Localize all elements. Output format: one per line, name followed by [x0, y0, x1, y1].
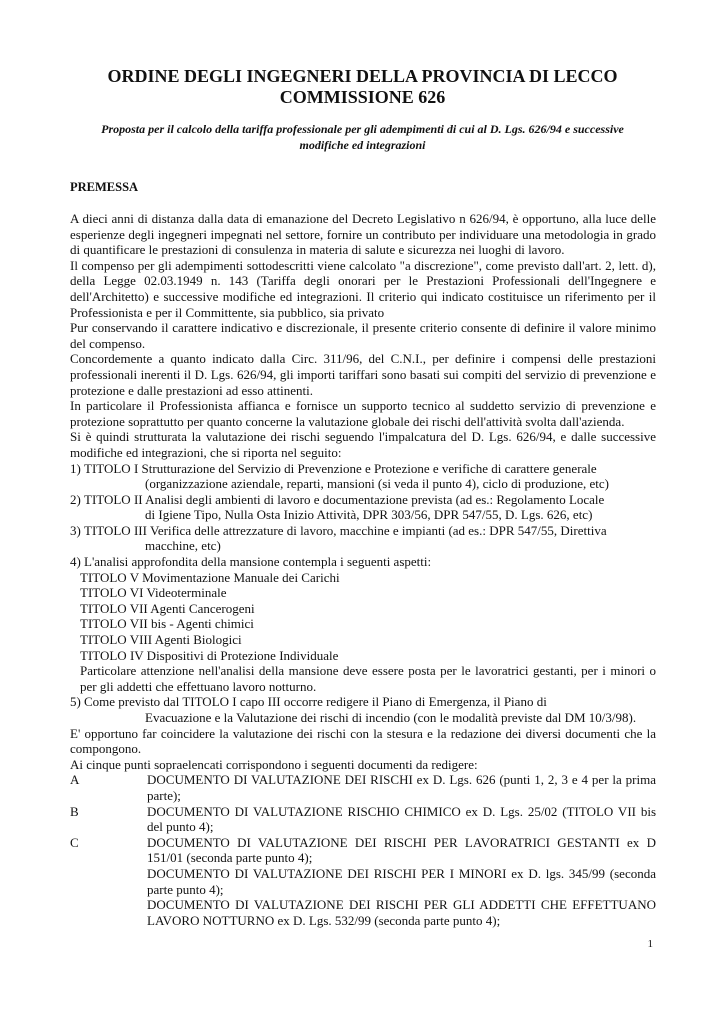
titolo-item: TITOLO VI Videoterminale [80, 585, 227, 601]
paragraph: Il compenso per gli adempimenti sottodescritti viene calcolato "a discrezione", come previsto dall'art. 2, lett. d), della Legge 02.03.1949 n. 143 (Tariffa degli onorari per le Prestazioni Professionali dell'Ingegnere e dell'Architetto) e successive modifiche ed integrazioni. Il criterio qui indicato costituisce un riferimento per il Professionista e per il Committente, sia pubblico, sia privato [70, 257, 656, 320]
section-heading: PREMESSA [70, 180, 139, 194]
paragraph: In particolare il Professionista affianca e fornisce un supporto tecnico al suddetto servizio di prevenzione e protezione soprattutto per quanto concerne la valutazione globale dei rischi dell'attività svolta dall'azienda. [70, 398, 656, 429]
document-subtitle: Proposta per il calcolo della tariffa professionale per gli adempimenti di cui al D. Lgs. 626/94 e successive modifiche ed integrazioni [101, 122, 624, 152]
titolo-item: TITOLO IV Dispositivi di Protezione Individuale [80, 647, 339, 663]
paragraph: E' opportuno far coincidere la valutazione dei rischi con la stesura e la redazione dei diversi documenti che la compongono. [70, 725, 656, 757]
titolo-item: TITOLO VII bis - Agenti chimici [80, 616, 254, 632]
document-text: DOCUMENTO DI VALUTAZIONE DEI RISCHI PER LAVORATRICI GESTANTI ex D 151/01 (seconda parte punto 4); [147, 834, 656, 866]
document-item [70, 772, 656, 803]
list-item-continuation: di Igiene Tipo, Nulla Osta Inizio Attività, DPR 303/56, DPR 547/55, D. Lgs. 626, etc) [145, 507, 593, 523]
list-item-text: Come previsto dal TITOLO I capo III occorre redigere il Piano di Emergenza, il Piano di [84, 694, 547, 710]
titolo-item: TITOLO VIII Agenti Biologici [80, 632, 242, 648]
list-item-point-4 [70, 554, 656, 570]
document-title [60, 66, 665, 108]
document-letter: C [70, 834, 79, 850]
titoli-list [70, 570, 656, 664]
title-line-1: ORDINE DEGLI INGEGNERI DELLA PROVINCIA DI LECCO [107, 66, 618, 86]
list-item-continuation: Evacuazione e la Valutazione dei rischi di incendio (con le modalità previste dal DM 10/3/98). [145, 710, 637, 725]
paragraph: Pur conservando il carattere indicativo e discrezionale, il presente criterio consente di definire il valore minimo del compenso. [70, 320, 656, 351]
numbered-list [70, 461, 656, 726]
document-item [70, 835, 656, 866]
list-number: 4) [70, 554, 81, 570]
list-item [70, 492, 656, 523]
titolo-item: TITOLO V Movimentazione Manuale dei Carichi [80, 569, 340, 585]
list-item-point-5 [70, 694, 656, 725]
documents-list [70, 772, 656, 928]
list-number: 2) [70, 491, 81, 507]
list-item [70, 523, 656, 554]
paragraph: Concordemente a quanto indicato dalla Circ. 311/96, del C.N.I., per definire i compensi delle prestazioni professionali inerenti il D. Lgs. 626/94, gli importi tariffari sono basati sui compiti del servizio di prevenzione e protezione e dalle prestazioni ad esso attinenti. [70, 351, 656, 398]
document-item-continued: DOCUMENTO DI VALUTAZIONE DEI RISCHI PER GLI ADDETTI CHE EFFETTUANO LAVORO NOTTURNO ex D. Lgs. 532/99 (seconda parte punto 4); [147, 897, 656, 928]
paragraph: Si è quindi strutturata la valutazione dei rischi seguendo l'impalcatura del D. Lgs. 626/94, e dalle successive modifiche ed integrazioni, che si riporta nel seguito: [70, 429, 656, 460]
list-item-continuation: (organizzazione aziendale, reparti, mansioni (si veda il punto 4), ciclo di produzione, etc) [145, 476, 609, 492]
page-number: 1 [647, 938, 653, 950]
point-4-note: Particolare attenzione nell'analisi della mansione deve essere posta per le lavoratrici gestanti, per i minori o per gli addetti che effettuano lavoro notturno. [80, 663, 656, 694]
list-item-text: TITOLO III Verifica delle attrezzature di lavoro, macchine e impianti (ad es.: DPR 547/55, Direttiva [84, 522, 607, 538]
document-letter: B [70, 803, 79, 819]
title-line-2: COMMISSIONE 626 [279, 87, 446, 107]
document-body [70, 211, 656, 928]
document-text: DOCUMENTO DI VALUTAZIONE DEI RISCHI ex D. Lgs. 626 (punti 1, 2, 3 e 4 per la prima parte); [147, 772, 656, 803]
list-item-continuation: macchine, etc) [145, 538, 221, 554]
list-item-text: TITOLO I Strutturazione del Servizio di Prevenzione e Protezione e verifiche di carattere generale [84, 460, 597, 476]
document-item-continued: DOCUMENTO DI VALUTAZIONE DEI RISCHI PER I MINORI ex D. lgs. 345/99 (seconda parte punto 4); [147, 865, 656, 897]
list-number: 5) [70, 694, 81, 710]
list-item-text: L'analisi approfondita della mansione contempla i seguenti aspetti: [84, 554, 432, 570]
list-number: 1) [70, 460, 81, 476]
document-text: DOCUMENTO DI VALUTAZIONE RISCHIO CHIMICO ex D. Lgs. 25/02 (TITOLO VII bis del punto 4); [147, 803, 656, 835]
paragraph: Ai cinque punti sopraelencati corrispondono i seguenti documenti da redigere: [70, 756, 478, 772]
list-item-text: TITOLO II Analisi degli ambienti di lavoro e documentazione prevista (ad es.: Regolamento Locale [84, 491, 605, 507]
list-item [70, 461, 656, 492]
list-number: 3) [70, 522, 81, 538]
titolo-item: TITOLO VII Agenti Cancerogeni [80, 600, 255, 616]
document-letter: A [70, 772, 80, 788]
paragraph: A dieci anni di distanza dalla data di emanazione del Decreto Legislativo n 626/94, è opportuno, alla luce delle esperienze degli ingegneri impegnati nel settore, fornire un contributo per individuare una metodologia in grado di quantificare le prestazioni di consulenza in materia di salute e sicurezza nei luoghi di lavoro. [70, 211, 656, 258]
document-item [70, 804, 656, 835]
